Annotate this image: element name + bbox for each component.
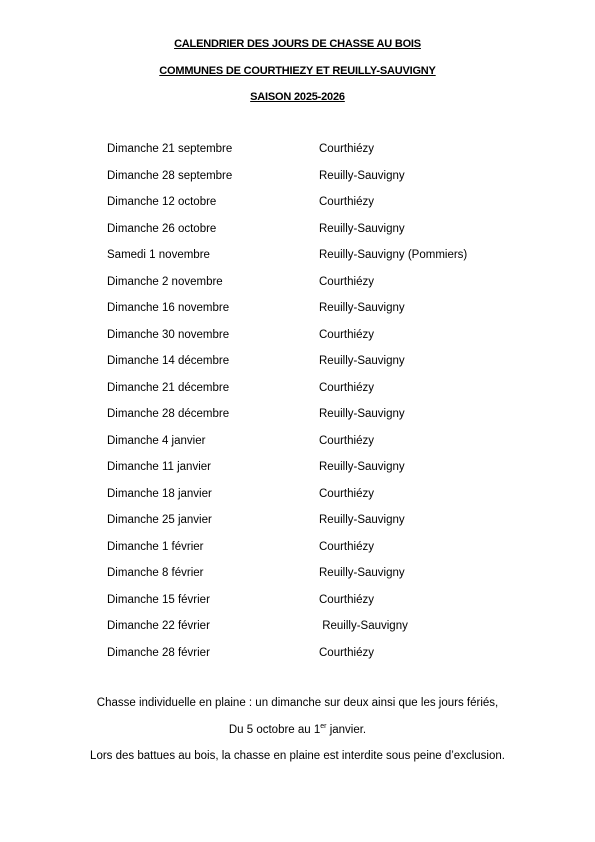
schedule-date: Dimanche 14 décembre — [107, 355, 230, 367]
schedule-row — [0, 406, 595, 433]
schedule-date: Dimanche 12 octobre — [107, 196, 217, 208]
schedule-row — [0, 194, 595, 221]
schedule-date: Dimanche 30 novembre — [107, 328, 230, 341]
schedule-row — [0, 300, 595, 327]
note-plain-hunting: Chasse individuelle en plaine : un dimanche sur deux ainsi que les jours fériés, — [96, 697, 499, 709]
schedule-row — [0, 486, 595, 513]
schedule-row — [0, 380, 595, 407]
schedule-date: Dimanche 4 janvier — [107, 434, 206, 447]
schedule-date: Dimanche 25 janvier — [107, 514, 212, 526]
schedule-commune: Courthiézy — [319, 593, 374, 606]
schedule-commune: Reuilly-Sauvigny — [319, 461, 405, 473]
schedule-row — [0, 539, 595, 566]
schedule-date: Samedi 1 novembre — [107, 249, 210, 261]
document-subtitle-season: SAISON 2025-2026 — [250, 91, 345, 103]
schedule-date: Dimanche 11 janvier — [107, 461, 211, 473]
schedule-date: Dimanche 22 février — [107, 620, 210, 632]
schedule-date: Dimanche 16 novembre — [107, 302, 230, 314]
note-period-superscript: er — [320, 723, 327, 731]
schedule-date: Dimanche 18 janvier — [107, 487, 212, 500]
schedule-row — [0, 168, 595, 195]
schedule-commune: Courthiézy — [319, 196, 374, 208]
note-restriction: Lors des battues au bois, la chasse en plaine est interdite sous peine d’exclusion. — [90, 750, 505, 762]
schedule-date: Dimanche 26 octobre — [107, 222, 217, 235]
schedule-date: Dimanche 28 décembre — [107, 408, 230, 420]
schedule-commune: Reuilly-Sauvigny — [319, 620, 408, 632]
schedule-commune: Reuilly-Sauvigny — [319, 302, 405, 314]
schedule-commune: Courthiézy — [319, 487, 374, 500]
schedule-commune: Reuilly-Sauvigny — [319, 408, 405, 420]
note-period-start: Du 5 octobre au 1 — [228, 724, 321, 736]
schedule-row — [0, 618, 595, 645]
schedule-row — [0, 327, 595, 354]
schedule-row — [0, 565, 595, 592]
schedule-row — [0, 645, 595, 672]
document-subtitle-communes: COMMUNES DE COURTHIEZY ET REUILLY-SAUVIGNY — [159, 65, 436, 77]
schedule-date: Dimanche 21 décembre — [107, 381, 230, 394]
schedule-row — [0, 512, 595, 539]
schedule-commune: Reuilly-Sauvigny — [319, 514, 405, 526]
note-period — [0, 724, 595, 736]
schedule-date: Dimanche 8 février — [107, 567, 204, 579]
schedule-date: Dimanche 21 septembre — [107, 143, 233, 155]
schedule-commune: Reuilly-Sauvigny (Pommiers) — [319, 249, 468, 261]
schedule-commune: Courthiézy — [319, 143, 374, 155]
schedule-commune: Courthiézy — [319, 434, 374, 447]
hunting-schedule-list — [0, 141, 595, 671]
note-period-end: janvier. — [326, 724, 367, 736]
schedule-row — [0, 353, 595, 380]
schedule-date: Dimanche 1 février — [107, 540, 204, 553]
schedule-commune: Reuilly-Sauvigny — [319, 222, 405, 235]
schedule-row — [0, 141, 595, 168]
schedule-row — [0, 459, 595, 486]
schedule-commune: Reuilly-Sauvigny — [319, 567, 405, 579]
schedule-commune: Courthiézy — [319, 381, 374, 394]
schedule-commune: Courthiézy — [319, 275, 374, 288]
schedule-date: Dimanche 28 février — [107, 646, 210, 659]
schedule-date: Dimanche 28 septembre — [107, 169, 233, 182]
schedule-row — [0, 247, 595, 274]
schedule-date: Dimanche 2 novembre — [107, 275, 223, 288]
document-title: CALENDRIER DES JOURS DE CHASSE AU BOIS — [174, 38, 421, 50]
schedule-row — [0, 274, 595, 301]
schedule-row — [0, 221, 595, 248]
schedule-row — [0, 433, 595, 460]
schedule-commune: Courthiézy — [319, 540, 374, 553]
schedule-row — [0, 592, 595, 619]
schedule-commune: Courthiézy — [319, 646, 374, 659]
schedule-commune: Reuilly-Sauvigny — [319, 355, 405, 367]
schedule-commune: Courthiézy — [319, 328, 374, 341]
schedule-date: Dimanche 15 février — [107, 593, 210, 606]
schedule-commune: Reuilly-Sauvigny — [319, 169, 405, 182]
